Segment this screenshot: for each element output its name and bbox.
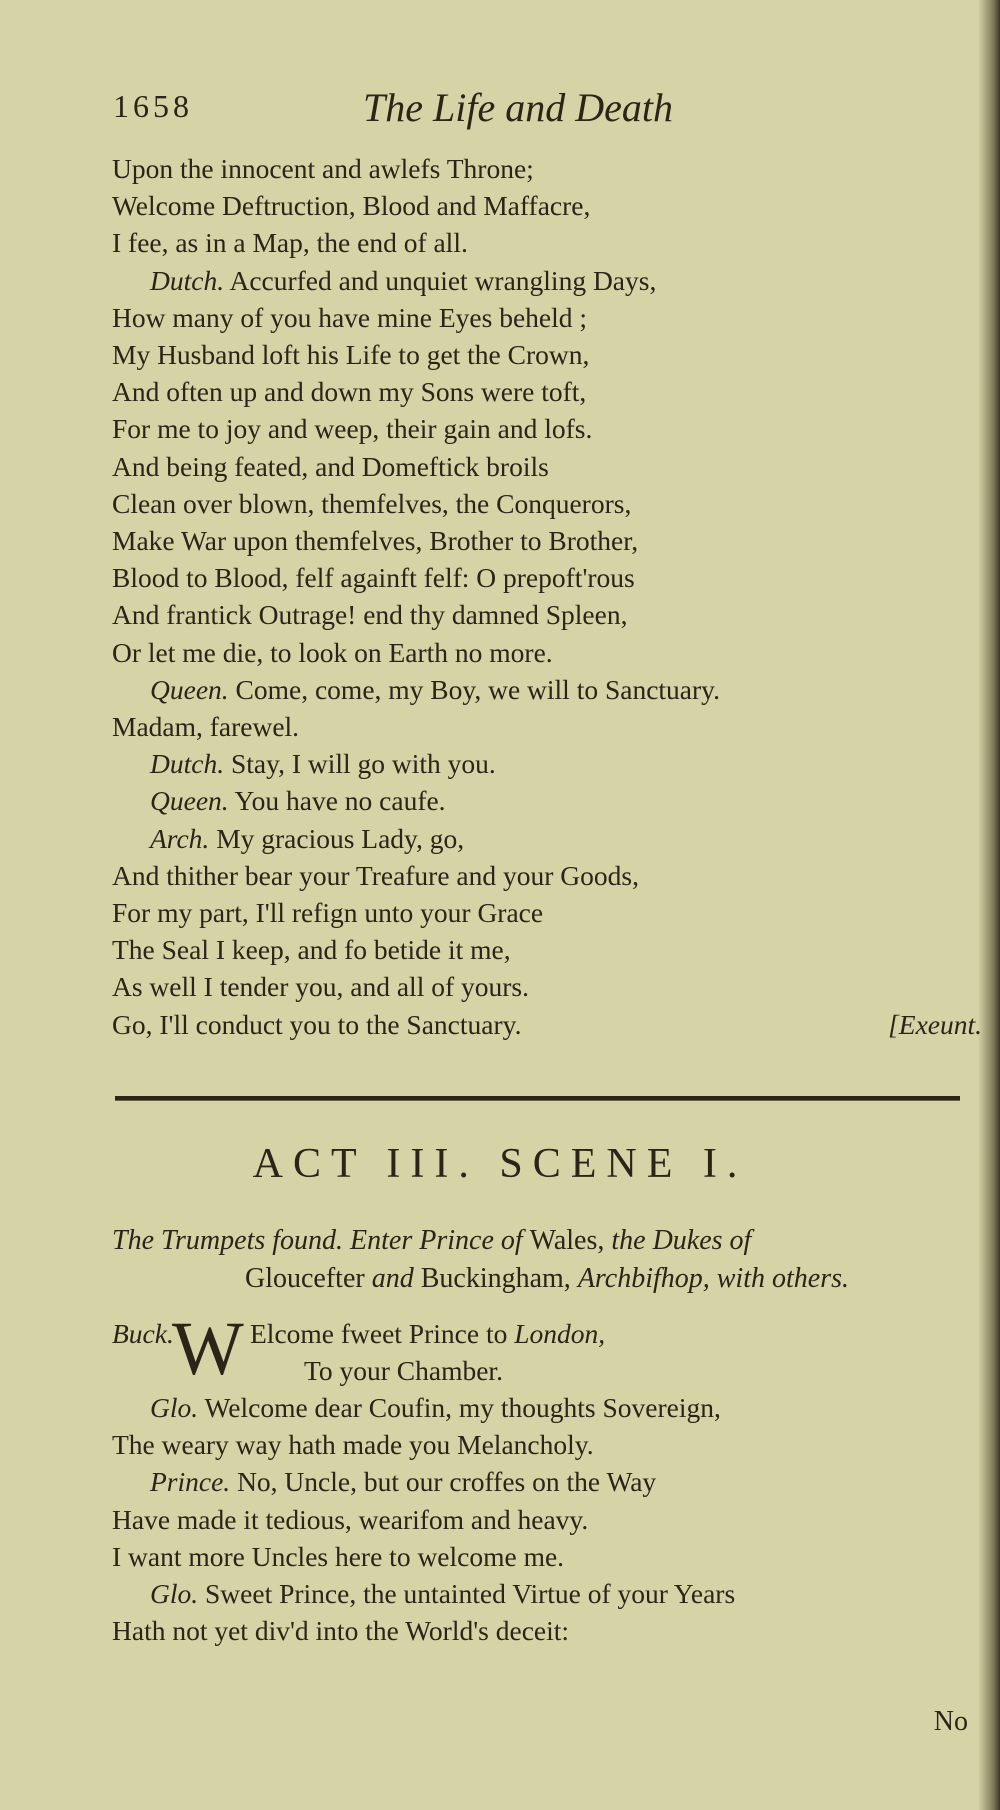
- verse-line: [112, 745, 982, 782]
- verse-text: London,: [514, 1318, 606, 1349]
- stage-text: Archbifhop, with others.: [577, 1263, 849, 1294]
- stage-text: the Dukes of: [604, 1225, 752, 1256]
- speaker-name: Buck.: [112, 1318, 174, 1349]
- verse-line: [112, 708, 982, 745]
- speaker-name: Dutch.: [150, 748, 225, 780]
- verse-text: Madam, farewel.: [112, 711, 300, 743]
- verse-line: [112, 150, 982, 187]
- verse-text: And frantick Outrage! end thy damned Spleen,: [112, 599, 628, 631]
- verse-line: [112, 671, 982, 708]
- verse-line: [112, 448, 982, 485]
- verse-text: My gracious Lady, go,: [216, 822, 465, 854]
- speaker-name: Prince.: [150, 1466, 231, 1498]
- verse-text: And often up and down my Sons were toft,: [112, 376, 587, 408]
- verse-text: No, Uncle, but our croffes on the Way: [237, 1466, 657, 1498]
- speaker-name: Queen.: [150, 785, 229, 817]
- verse-block-top: [112, 150, 982, 1043]
- verse-text: Welcome dear Coufin, my thoughts Sovereign,: [204, 1392, 721, 1423]
- verse-text: Go, I'll conduct you to the Sanctuary.: [112, 1008, 522, 1040]
- verse-line: [112, 968, 982, 1005]
- verse-line: [112, 1463, 982, 1500]
- verse-text: To your Chamber.: [304, 1355, 503, 1386]
- catchword: No: [933, 1706, 968, 1737]
- verse-line: [112, 634, 982, 671]
- stage-text: Wales,: [529, 1225, 605, 1256]
- stage-text: Buckingham,: [413, 1263, 578, 1294]
- verse-text: Clean over blown, themfelves, the Conquerors,: [112, 487, 632, 519]
- verse-line: [112, 336, 982, 373]
- verse-line: [112, 782, 982, 819]
- stage-text: Gloucefter: [245, 1263, 372, 1294]
- verse-line: [112, 559, 982, 596]
- verse-text: And thither bear your Treafure and your Goods,: [112, 859, 639, 891]
- verse-line: [112, 894, 982, 931]
- verse-text: How many of you have mine Eyes beheld ;: [112, 301, 588, 333]
- verse-text: I fee, as in a Map, the end of all.: [112, 227, 468, 259]
- verse-text: Have made it tedious, wearifom and heavy.: [112, 1503, 589, 1535]
- verse-text: For me to joy and weep, their gain and lofs.: [112, 413, 593, 445]
- verse-line: [112, 1389, 982, 1426]
- verse-text: Elcome fweet Prince to: [250, 1318, 515, 1349]
- scene-heading: ACT III. SCENE I.: [252, 1141, 748, 1187]
- verse-text: As well I tender you, and all of yours.: [112, 971, 529, 1003]
- verse-text: Accurfed and unquiet wrangling Days,: [229, 264, 657, 296]
- stage-text: The Trumpets found. Enter Prince of: [112, 1225, 530, 1256]
- page-number: 1658: [113, 88, 193, 124]
- drop-capital: W: [172, 1307, 244, 1391]
- verse-text: Come, come, my Boy, we will to Sanctuary.: [235, 673, 721, 705]
- speaker-name: Glo.: [150, 1392, 199, 1423]
- verse-block-bottom: [112, 1389, 982, 1649]
- verse-line: [112, 299, 982, 336]
- verse-text: The Seal I keep, and fo betide it me,: [112, 934, 511, 966]
- verse-line: [112, 1426, 982, 1463]
- verse-line: [112, 820, 982, 857]
- verse-line: [112, 410, 982, 447]
- speaker-name: Dutch.: [150, 264, 225, 296]
- verse-line: [112, 1575, 982, 1612]
- verse-text: Or let me die, to look on Earth no more.: [112, 636, 553, 668]
- verse-text: And being feated, and Domeftick broils: [112, 450, 549, 482]
- verse-line: [112, 1501, 982, 1538]
- verse-line: [112, 485, 982, 522]
- speaker-name: Glo.: [150, 1578, 199, 1610]
- running-title: The Life and Death: [363, 85, 673, 130]
- verse-text: Blood to Blood, felf againft felf: O prepoft'rous: [112, 562, 635, 594]
- stage-exit: [Exeunt.: [888, 1008, 982, 1040]
- verse-text: My Husband loft his Life to get the Crown,: [112, 339, 590, 371]
- opening-speech: [112, 1307, 982, 1395]
- verse-text: For my part, I'll refign unto your Grace: [112, 897, 544, 929]
- verse-text: Hath not yet div'd into the World's deceit:: [112, 1615, 570, 1647]
- verse-text: Make War upon themfelves, Brother to Brother,: [112, 525, 639, 557]
- verse-line: [112, 224, 982, 261]
- speaker-name: Queen.: [150, 673, 229, 705]
- verse-text: Sweet Prince, the untainted Virtue of your Years: [205, 1578, 736, 1610]
- speaker-name: Arch.: [150, 822, 210, 854]
- verse-line: [112, 187, 982, 224]
- stage-direction: [112, 1222, 982, 1298]
- verse-line: [112, 596, 982, 633]
- verse-line: [112, 1538, 982, 1575]
- verse-text: I want more Uncles here to welcome me.: [112, 1540, 565, 1572]
- verse-line: [112, 1612, 982, 1649]
- section-rule: [115, 1096, 960, 1101]
- verse-text: Stay, I will go with you.: [230, 748, 496, 780]
- verse-line: [112, 857, 982, 894]
- verse-line: [112, 1006, 982, 1043]
- verse-text: Welcome Deftruction, Blood and Maffacre,: [112, 190, 591, 222]
- verse-line: [112, 373, 982, 410]
- verse-text: You have no caufe.: [234, 785, 446, 817]
- verse-text: The weary way hath made you Melancholy.: [112, 1429, 594, 1461]
- verse-text: Upon the innocent and awlefs Throne;: [112, 153, 534, 184]
- verse-line: [112, 522, 982, 559]
- stage-text: and: [371, 1263, 414, 1294]
- page-header: [113, 85, 973, 138]
- verse-line: [112, 931, 982, 968]
- verse-line: [112, 262, 982, 299]
